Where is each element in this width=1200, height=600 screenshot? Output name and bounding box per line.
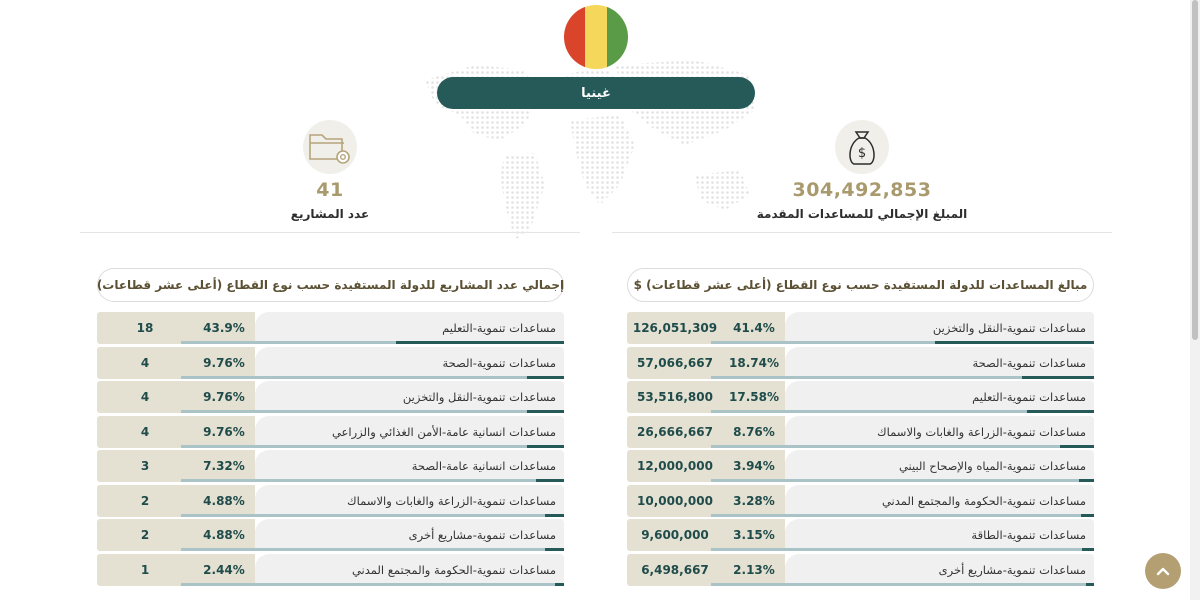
row-percent: 3.15%	[723, 519, 785, 551]
row-share-fill	[527, 410, 564, 413]
row-share-bar	[711, 548, 1094, 551]
row-sector-label: مساعدات تنموية-التعليم	[785, 381, 1094, 413]
row-share-bar	[181, 376, 564, 379]
row-value: 53,516,800	[627, 381, 723, 413]
stats-divider-right	[612, 232, 1112, 233]
row-sector-label: مساعدات تنموية-الحكومة والمجتمع المدني	[785, 485, 1094, 517]
table-row	[627, 554, 1094, 586]
row-share-fill	[1060, 445, 1094, 448]
row-value: 26,666,667	[627, 416, 723, 448]
amounts-by-sector-panel	[627, 268, 1094, 588]
row-percent: 43.9%	[193, 312, 255, 344]
row-percent: 4.88%	[193, 519, 255, 551]
row-percent: 9.76%	[193, 381, 255, 413]
row-share-fill	[1079, 479, 1094, 482]
country-name: غينيا	[581, 85, 611, 101]
table-row	[627, 312, 1094, 344]
row-share-fill	[935, 341, 1094, 344]
country-name-pill[interactable]	[437, 77, 755, 109]
row-share-bar	[181, 341, 564, 344]
row-percent: 3.94%	[723, 450, 785, 482]
row-value: 126,051,309	[627, 312, 723, 344]
projects-count-label: عدد المشاريع	[290, 207, 370, 221]
table-row	[627, 519, 1094, 551]
table-row	[97, 312, 564, 344]
row-share-fill	[1027, 410, 1094, 413]
row-share-bar	[181, 514, 564, 517]
row-sector-label: مساعدات تنموية-مشاريع أخرى	[255, 519, 564, 551]
projects-count-value: 41	[316, 179, 344, 201]
amounts-panel-title: مبالغ المساعدات للدولة المستفيدة حسب نوع القطاع (أعلى عشر قطاعات) $	[627, 268, 1094, 302]
row-value: 6,498,667	[627, 554, 723, 586]
row-percent: 4.88%	[193, 485, 255, 517]
row-share-bar	[181, 479, 564, 482]
page-scrollbar[interactable]	[1190, 0, 1200, 600]
row-sector-label: مساعدات تنموية-الحكومة والمجتمع المدني	[255, 554, 564, 586]
row-value: 57,066,667	[627, 347, 723, 379]
row-share-bar	[181, 445, 564, 448]
row-share-fill	[555, 583, 564, 586]
row-sector-label: مساعدات تنموية-الطاقة	[785, 519, 1094, 551]
row-value: 9,600,000	[627, 519, 723, 551]
row-sector-label: مساعدات تنموية-مشاريع أخرى	[785, 554, 1094, 586]
projects-by-sector-panel	[97, 268, 564, 588]
flag-stripe-yellow	[585, 5, 606, 69]
row-percent: 3.28%	[723, 485, 785, 517]
row-share-fill	[527, 445, 564, 448]
row-sector-label: مساعدات تنموية-النقل والتخزين	[785, 312, 1094, 344]
row-sector-label: مساعدات تنموية-التعليم	[255, 312, 564, 344]
row-value: 18	[97, 312, 193, 344]
row-value: 3	[97, 450, 193, 482]
row-value: 4	[97, 416, 193, 448]
row-share-bar	[711, 514, 1094, 517]
table-row	[97, 485, 564, 517]
country-flag	[564, 5, 628, 69]
row-value: 10,000,000	[627, 485, 723, 517]
row-sector-label: مساعدات تنموية-الصحة	[785, 347, 1094, 379]
row-percent: 18.74%	[723, 347, 785, 379]
row-value: 1	[97, 554, 193, 586]
row-percent: 41.4%	[723, 312, 785, 344]
row-value: 2	[97, 519, 193, 551]
row-sector-label: مساعدات تنموية-الزراعة والغابات والاسماك	[785, 416, 1094, 448]
row-percent: 2.44%	[193, 554, 255, 586]
table-row	[97, 381, 564, 413]
row-value: 4	[97, 347, 193, 379]
table-row	[97, 554, 564, 586]
row-share-bar	[711, 479, 1094, 482]
money-bag-icon	[835, 120, 889, 174]
table-row	[627, 416, 1094, 448]
row-percent: 7.32%	[193, 450, 255, 482]
row-sector-label: مساعدات تنموية-الصحة	[255, 347, 564, 379]
row-share-fill	[527, 376, 564, 379]
projects-count-stat	[180, 120, 480, 221]
row-share-bar	[711, 445, 1094, 448]
row-share-bar	[711, 376, 1094, 379]
table-row	[97, 416, 564, 448]
row-share-fill	[1082, 548, 1094, 551]
row-share-bar	[181, 410, 564, 413]
row-share-fill	[545, 548, 564, 551]
row-share-bar	[711, 341, 1094, 344]
row-share-fill	[536, 479, 564, 482]
projects-rows	[97, 312, 564, 586]
row-share-bar	[711, 583, 1094, 586]
row-share-fill	[1022, 376, 1094, 379]
total-amount-label: المبلغ الإجمالي للمساعدات المقدمة	[756, 207, 968, 221]
scroll-to-top-button[interactable]	[1145, 553, 1181, 589]
scrollbar-thumb[interactable]	[1192, 0, 1198, 340]
table-row	[97, 347, 564, 379]
projects-panel-title: إجمالي عدد المشاريع للدولة المستفيدة حسب نوع القطاع (أعلى عشر قطاعات)	[97, 268, 564, 302]
row-share-fill	[545, 514, 564, 517]
row-sector-label: مساعدات تنموية-النقل والتخزين	[255, 381, 564, 413]
table-row	[627, 347, 1094, 379]
row-sector-label: مساعدات تنموية-الزراعة والغابات والاسماك	[255, 485, 564, 517]
row-sector-label: مساعدات انسانية عامة-الأمن الغذائي والزراعي	[255, 416, 564, 448]
stats-divider-left	[80, 232, 580, 233]
amount-rows	[627, 312, 1094, 586]
table-row	[627, 485, 1094, 517]
row-percent: 2.13%	[723, 554, 785, 586]
total-amount-value: 304,492,853	[792, 179, 932, 201]
row-percent: 8.76%	[723, 416, 785, 448]
row-percent: 9.76%	[193, 416, 255, 448]
svg-text:$: $	[857, 146, 867, 161]
table-row	[627, 450, 1094, 482]
row-share-fill	[396, 341, 564, 344]
table-row	[97, 450, 564, 482]
row-percent: 9.76%	[193, 347, 255, 379]
row-share-bar	[711, 410, 1094, 413]
row-sector-label: مساعدات تنموية-المياه والإصحاح البيني	[785, 450, 1094, 482]
table-row	[97, 519, 564, 551]
row-value: 2	[97, 485, 193, 517]
folder-gear-icon	[303, 120, 357, 174]
chevron-up-icon	[1156, 566, 1170, 576]
row-share-fill	[1086, 583, 1094, 586]
total-amount-stat	[712, 120, 1012, 221]
row-share-fill	[1081, 514, 1094, 517]
row-share-bar	[181, 548, 564, 551]
row-value: 4	[97, 381, 193, 413]
row-sector-label: مساعدات انسانية عامة-الصحة	[255, 450, 564, 482]
table-row	[627, 381, 1094, 413]
row-value: 12,000,000	[627, 450, 723, 482]
row-percent: 17.58%	[723, 381, 785, 413]
row-share-bar	[181, 583, 564, 586]
